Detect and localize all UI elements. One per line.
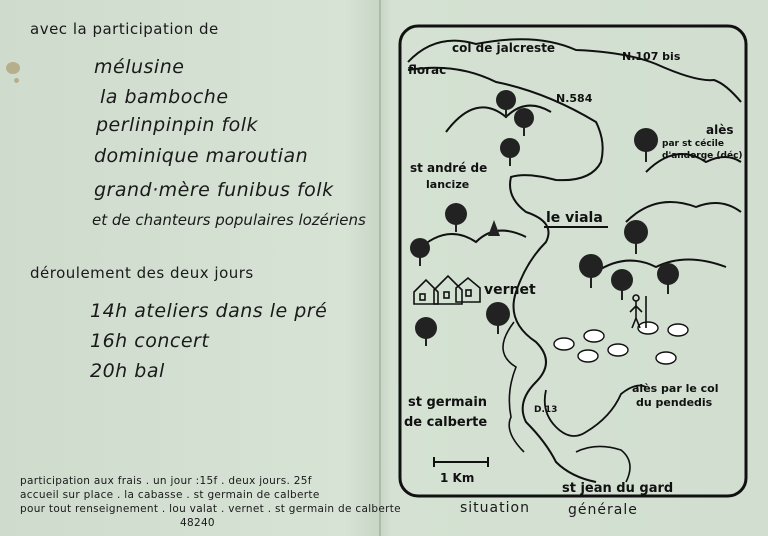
footer-line: pour tout renseignement . lou valat . vernet . st germain de calberte xyxy=(20,503,401,515)
map-label-florac: florac xyxy=(408,63,447,77)
schedule-title: déroulement des deux jours xyxy=(30,264,254,282)
river xyxy=(503,322,524,452)
tree-icon xyxy=(415,317,437,346)
participant-item: mélusine xyxy=(94,56,185,78)
map-label-road-584: N.584 xyxy=(556,92,593,105)
participant-item: la bamboche xyxy=(100,86,229,108)
map-label-col: col de jalcreste xyxy=(452,41,556,55)
stain-mark xyxy=(14,78,19,83)
tree-icon xyxy=(486,302,510,334)
tree-icon xyxy=(657,263,679,294)
tree-icon xyxy=(445,203,467,232)
participant-item: grand·mère funibus folk xyxy=(94,179,334,201)
map-caption-right: générale xyxy=(568,502,638,518)
schedule-item: 20h bal xyxy=(90,360,165,382)
map-label-st-germain-2: de calberte xyxy=(404,415,488,430)
tree-icon xyxy=(611,269,633,300)
tree-icon xyxy=(624,220,648,254)
participation-header: avec la participation de xyxy=(30,20,219,38)
tree-icon xyxy=(514,108,534,136)
map-label-ales-south-1: alès par le col xyxy=(632,382,719,395)
center-fold xyxy=(379,0,381,536)
map-label-ales-north: alès xyxy=(706,123,734,137)
sheep-icon xyxy=(554,322,688,364)
footer-line: participation aux frais . un jour :15f . deux jours. 25f xyxy=(20,475,312,487)
map-label-road-d13: D.13 xyxy=(534,405,558,415)
schedule-item: 16h concert xyxy=(90,330,210,352)
map-label-road-107: N.107 bis xyxy=(622,50,681,63)
map-label-st-germain-1: st germain xyxy=(408,395,488,410)
tree-icon xyxy=(496,90,516,118)
road-south xyxy=(576,446,630,482)
map-label-viala: le viala xyxy=(546,210,603,226)
map-caption-left: situation xyxy=(460,500,530,516)
situation-map xyxy=(396,22,750,500)
stain-mark xyxy=(6,62,20,74)
hill-line xyxy=(416,231,526,252)
tree-icon xyxy=(410,238,430,266)
tree-icon xyxy=(488,220,500,236)
map-label-ales-north-sub1: par st cécile xyxy=(662,139,724,149)
tree-icon xyxy=(500,138,520,166)
map-label-scale: 1 Km xyxy=(440,471,475,485)
scale-bar xyxy=(434,457,488,467)
footer-line: 48240 xyxy=(180,517,215,529)
tree-icon xyxy=(634,128,658,162)
map-label-st-jean: st jean du gard xyxy=(562,481,674,496)
participant-item: perlinpinpin folk xyxy=(96,114,259,136)
map-label-st-andre: st andré de xyxy=(410,161,488,175)
participant-item: et de chanteurs populaires lozériens xyxy=(92,211,366,229)
tree-icon xyxy=(579,254,603,288)
road-d13 xyxy=(545,386,646,436)
participant-item: dominique maroutian xyxy=(94,145,309,167)
map-label-lancize: lancize xyxy=(426,178,470,191)
hill-line xyxy=(626,202,741,222)
map-label-ales-north-sub2: d'andorge (déc) xyxy=(662,151,743,161)
footer-line: accueil sur place . la cabasse . st germain de calberte xyxy=(20,489,320,501)
village-icon xyxy=(414,276,480,304)
map-label-vernet: vernet xyxy=(484,282,536,298)
map-label-ales-south-2: du pendedis xyxy=(636,396,713,409)
schedule-item: 14h ateliers dans le pré xyxy=(90,300,328,322)
hill-line xyxy=(446,106,551,132)
